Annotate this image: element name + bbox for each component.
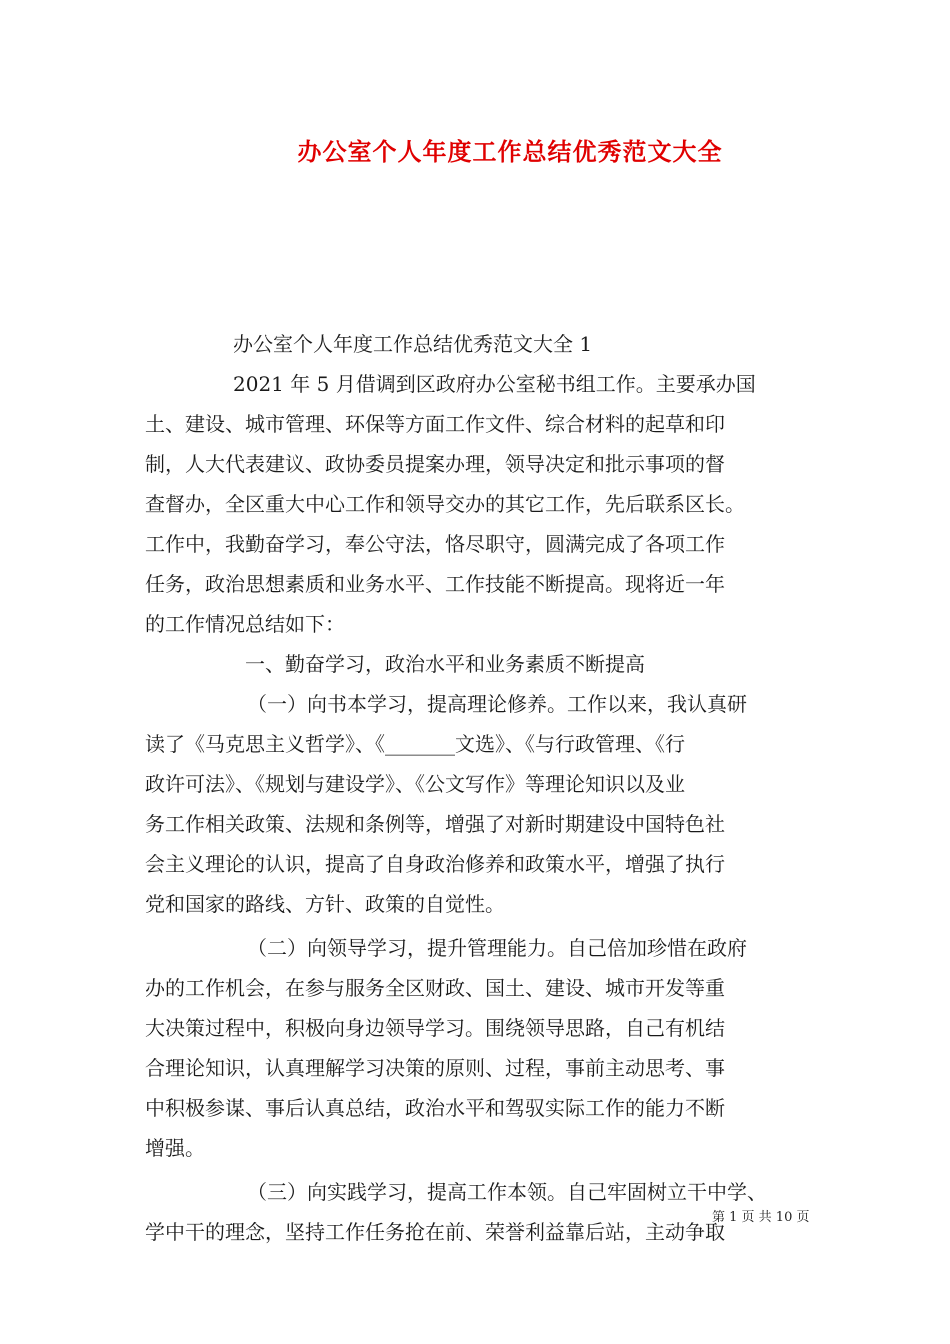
text-line: 中积极参谋、事后认真总结，政治水平和驾驭实际工作的能力不断 <box>145 1096 725 1120</box>
section-heading: 一、勤奋学习，政治水平和业务素质不断提高 <box>245 652 645 676</box>
text-line: 2021 年 5 月借调到区政府办公室秘书组工作。主要承办国 <box>233 372 756 396</box>
text-line: 读了《马克思主义哲学》、《_______文选》、《与行政管理、《行 <box>145 732 685 756</box>
text-line: 查督办，全区重大中心工作和领导交办的其它工作，先后联系区长。 <box>145 492 745 516</box>
text-line: 办的工作机会，在参与服务全区财政、国土、建设、城市开发等重 <box>145 976 725 1000</box>
text-line: （三）向实践学习，提高工作本领。自己牢固树立干中学、 <box>247 1180 767 1204</box>
text-line: 任务，政治思想素质和业务水平、工作技能不断提高。现将近一年 <box>145 572 725 596</box>
text-line: 党和国家的路线、方针、政策的自觉性。 <box>145 892 505 916</box>
text-line: 政许可法》、《规划与建设学》、《公文写作》等理论知识以及业 <box>145 772 685 796</box>
text-line: （二）向领导学习，提升管理能力。自己倍加珍惜在政府 <box>247 936 747 960</box>
text-line: 的工作情况总结如下： <box>145 612 345 636</box>
document-body <box>145 324 810 1252</box>
text-line: 土、建设、城市管理、环保等方面工作文件、综合材料的起草和印 <box>145 412 725 436</box>
document-title: 办公室个人年度工作总结优秀范文大全 <box>297 138 723 166</box>
text-line: 务工作相关政策、法规和条例等，增强了对新时期建设中国特色社 <box>145 812 725 836</box>
section-subtitle: 办公室个人年度工作总结优秀范文大全 1 <box>233 332 593 356</box>
text-line: 学中干的理念，坚持工作任务抢在前、荣誉利益靠后站，主动争取 <box>145 1220 725 1244</box>
text-line: 制，人大代表建议、政协委员提案办理，领导决定和批示事项的督 <box>145 452 725 476</box>
text-line: 合理论知识，认真理解学习决策的原则、过程，事前主动思考、事 <box>145 1056 725 1080</box>
text-line: 会主义理论的认识，提高了自身政治修养和政策水平，增强了执行 <box>145 852 725 876</box>
page-number: 第 1 页 共 10 页 <box>712 1210 810 1225</box>
text-line: 大决策过程中，积极向身边领导学习。围绕领导思路，自己有机结 <box>145 1016 725 1040</box>
text-line: 工作中，我勤奋学习，奉公守法，恪尽职守，圆满完成了各项工作 <box>145 532 725 556</box>
text-line: （一）向书本学习，提高理论修养。工作以来，我认真研 <box>247 692 747 716</box>
text-line: 增强。 <box>145 1136 205 1160</box>
